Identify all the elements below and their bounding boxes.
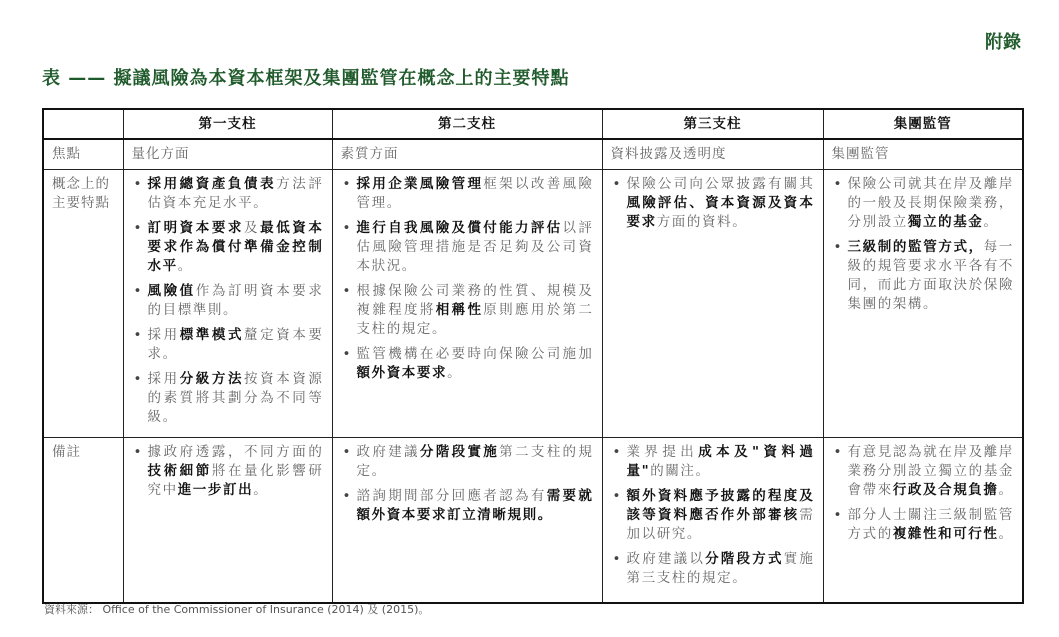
bullet-item [832,443,1015,500]
header-row [43,109,1023,139]
notes-row [43,438,1023,604]
text: 實施第三支柱的規定。 [626,551,815,586]
text: 監管機構在必要時向保險公司施加 [356,346,594,362]
row-label: 備註 [43,438,123,604]
text: 。 [177,258,193,274]
text: 方面的資料。 [656,214,748,230]
bold-text: 技術細節 [147,463,212,479]
table-cell [602,170,823,438]
bullet-list [832,443,1015,544]
bullet-list [611,443,815,588]
bold-text: 標準模式 [179,327,245,343]
bold-text: 相稱性 [435,302,484,318]
text: 原則應用於第二支柱的規定。 [356,302,594,337]
bullet-list [832,175,1015,314]
text: 及 [244,220,261,236]
bullet-item [611,175,815,232]
text: 框架以改善風險管理。 [356,176,594,211]
text: 作為訂明資本要求的目標準則。 [147,283,324,318]
text: 釐定資本要求。 [147,327,324,362]
bold-text: 採用企業風險管理 [356,176,484,192]
focus-cell: 集團監管 [823,139,1023,170]
table-cell [332,438,602,604]
bold-text: 成本及"資料過量" [626,444,815,479]
focus-cell: 量化方面 [123,139,332,170]
bullet-item [341,443,594,481]
column-header-pillar-1: 第一支柱 [123,109,332,139]
text: 第二支柱的規定。 [356,444,594,479]
appendix-label: 附錄 [985,32,1021,53]
bullet-item [341,487,594,525]
text: 。 [998,482,1014,498]
column-header-blank [43,109,123,139]
text: 將在量化影響研究中 [147,463,324,498]
bullet-item [132,219,324,276]
bold-text: 獨立的基金 [907,214,984,230]
text: 。 [447,365,463,381]
bullet-item [611,443,815,481]
text: 業界提出 [626,444,699,460]
bullet-item [132,370,324,427]
bold-text: 三級制的監管方式， [847,239,984,255]
text: 按資本資源的素質將其劃分為不同等級。 [147,371,324,425]
text: 部分人士關注三級制監管方式的 [847,507,1014,542]
bold-text: 額外資料應予披露的程度及該等資料應否作外部審核 [626,488,815,523]
bullet-list [611,175,815,232]
text: 根據保險公司業務的性質、規模及複雜程度將 [356,283,594,318]
bold-text: 分階段實施 [419,444,500,460]
table-cell [332,170,602,438]
focus-row [43,139,1023,170]
bold-text: 風險值 [147,283,196,299]
text: 有意見認為就在岸及離岸業務分別設立獨立的基金會帶來 [847,444,1014,498]
table-cell [123,170,332,438]
table-title: 表 —— 擬議風險為本資本框架及集團監管在概念上的主要特點 [42,68,570,89]
bullet-item [341,345,594,383]
column-header-pillar-2: 第二支柱 [332,109,602,139]
bold-text: 行政及合規負擔 [892,482,999,498]
bullet-list [341,443,594,525]
column-header-group-supervision: 集團監管 [823,109,1023,139]
text: 。 [998,526,1014,542]
bold-text: 最低資本要求作為償付準備金控制水平 [147,220,324,274]
focus-cell: 資料披露及透明度 [602,139,823,170]
bullet-item [132,326,324,364]
bold-text: 風險評估、資本資源及資本要求 [626,195,815,230]
text: 。 [253,482,269,498]
focus-cell: 素質方面 [332,139,602,170]
text: 方法評估資本充足水平。 [147,176,324,211]
bullet-item [832,175,1015,232]
row-label: 概念上的主要特點 [43,170,123,438]
text: 採用 [147,371,180,387]
bullet-item [132,175,324,213]
bullet-list [341,175,594,383]
bullet-item [611,487,815,544]
bullet-item [132,443,324,500]
text: 每一級的規管要求水平各有不同，而此方面取決於保險集團的架構。 [847,239,1015,312]
table-cell [823,170,1023,438]
bullet-item [341,175,594,213]
bullet-item [611,550,815,588]
table-cell [823,438,1023,604]
text: 採用 [147,327,180,343]
text: 政府建議以 [626,551,706,567]
text: 政府建議 [356,444,420,460]
bold-text: 額外資本要求 [356,365,448,381]
column-header-pillar-3: 第三支柱 [602,109,823,139]
bold-text: 訂明資本要求 [147,220,245,236]
text: 諮詢期間部分回應者認為有 [356,488,547,504]
bold-text: 分級方法 [179,371,245,387]
bullet-item [341,219,594,276]
bullet-item [832,506,1015,544]
features-row [43,170,1023,438]
features-table [42,108,1024,604]
table-cell [602,438,823,604]
bullet-list [132,175,324,427]
text: 需加以研究。 [626,507,815,542]
text: 據政府透露，不同方面的 [147,444,324,460]
bullet-item [341,282,594,339]
text: 。 [983,214,999,230]
bold-text: 分階段方式 [705,551,784,567]
text: 以評估風險管理措施是否足夠及公司資本狀況。 [356,220,594,274]
text: 的關注。 [650,463,711,479]
text: 保險公司向公眾披露有關其 [626,176,815,192]
bold-text: 進行自我風險及償付能力評估 [356,220,563,236]
source-note: 資料來源： Office of the Commissioner of Insurance (2014) 及 (2015)。 [44,603,430,616]
bold-text: 複雜性和可行性 [892,526,999,542]
bold-text: 採用總資產負債表 [147,176,277,192]
bold-text: 需要就額外資本要求訂立清晰規則。 [356,488,594,523]
text: 保險公司就其在岸及離岸的一般及長期保險業務，分別設立 [847,176,1014,230]
table-cell [123,438,332,604]
row-label: 焦點 [43,139,123,170]
bold-text: 進一步訂出 [177,482,254,498]
bullet-item [132,282,324,320]
bullet-list [132,443,324,500]
bullet-item [832,238,1015,314]
